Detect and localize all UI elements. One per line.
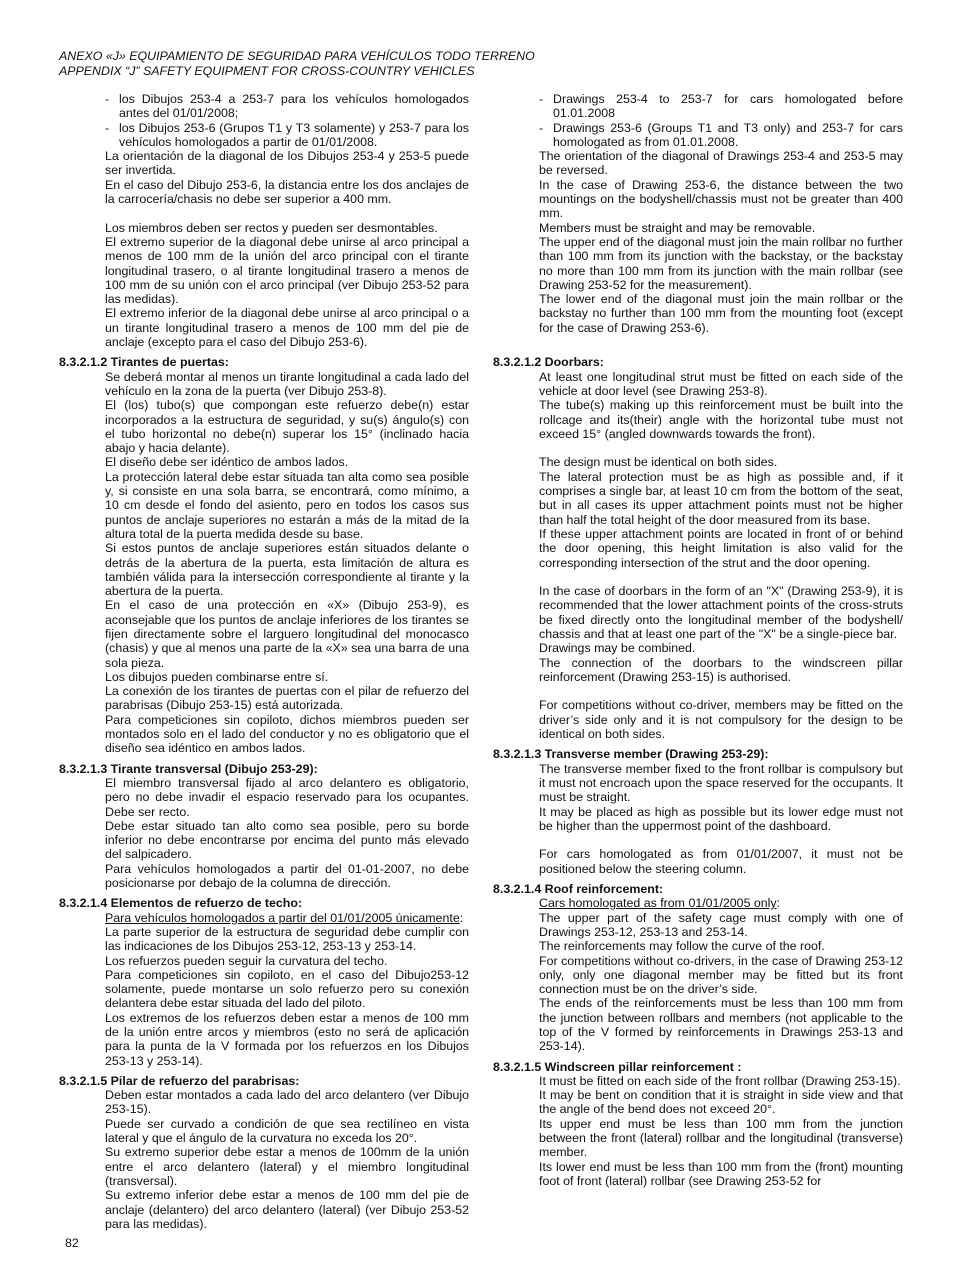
paragraph: Debe estar situado tan alto como sea posible, pero su borde inferior no debe encontrarse por encima del punto más elevado del salpicadero. bbox=[105, 818, 469, 862]
paragraph: The upper part of the safety cage must comply with one of Drawings 253-12, 253-13 and 253-14. bbox=[539, 910, 903, 939]
paragraph: For cars homologated as from 01/01/2007, it must not be positioned below the steering column. bbox=[539, 847, 903, 876]
paragraph: Los extremos de los refuerzos deben estar a menos de 100 mm de la unión entre arcos y miembros (esto no será de aplicación para la punta de la V formada por los refuerzos en los Dibujos 253-13 y 253-14). bbox=[105, 1010, 469, 1068]
paragraph: The upper end of the diagonal must join the main rollbar no further than 100 mm from its junction with the backstay, or the backstay no more than 100 mm from its junction with the main rollbar (see Drawing 253-52 for the measurement). bbox=[539, 234, 903, 292]
list-item: - los Dibujos 253-4 a 253-7 para los vehículos homologados antes del 01/01/2008; bbox=[105, 92, 469, 121]
section-heading: 8.3.2.1.5 Pilar de refuerzo del parabrisas: bbox=[59, 1073, 300, 1088]
paragraph: The transverse member fixed to the front rollbar is compulsory but it must not encroach upon the space reserved for the occupants. It must be straight. bbox=[539, 761, 903, 805]
list-item: - Drawings 253-4 to 253-7 for cars homologated before 01.01.2008 bbox=[539, 92, 903, 121]
paragraph: It may be placed as high as possible but its lower edge must not be higher than the uppermost point of the dashboard. bbox=[539, 804, 903, 833]
paragraph: If these upper attachment points are located in front of or behind the door opening, this height limitation is also valid for the corresponding intersection of the strut and the door opening. bbox=[539, 526, 903, 570]
paragraph: Deben estar montados a cada lado del arco delantero (ver Dibujo 253-15). bbox=[105, 1088, 469, 1117]
spanish-column bbox=[59, 92, 469, 1231]
paragraph: Its upper end must be less than 100 mm from the junction between the front (lateral) rollbar and the longitudinal (transverse) member. bbox=[539, 1116, 903, 1160]
paragraph: Los miembros deben ser rectos y pueden ser desmontables. bbox=[105, 220, 438, 235]
underlined-condition: Cars homologated as from 01/01/2005 only bbox=[539, 896, 777, 911]
bullet-dash: - bbox=[539, 92, 544, 106]
bullet-dash: - bbox=[539, 120, 544, 135]
paragraph: The lower end of the diagonal must join the main rollbar or the backstay no further than 100 mm from the mounting foot (except for the case of Drawing 253-6). bbox=[539, 292, 903, 335]
paragraph: The ends of the reinforcements must be less than 100 mm from the junction between rollbars and members (not applicable to the top of the V formed by reinforcements in Drawings 253-13 and 253-14). bbox=[539, 996, 903, 1054]
paragraph: It must be fitted on each side of the front rollbar (Drawing 253-15). bbox=[539, 1073, 901, 1088]
paragraph: En el caso de una protección en «X» (Dibujo 253-9), es aconsejable que los puntos de anclaje inferiores de los tirantes se fijen directamente sobre el larguero longitudinal del monocasco (chasis) y que al menos una parte de la «X» sea una barra de una sola pieza. bbox=[105, 598, 469, 670]
list-item: - Drawings 253-6 (Groups T1 and T3 only) and 253-7 for cars homologated as from 01.01.2008. bbox=[539, 120, 903, 149]
page-number: 82 bbox=[65, 1236, 79, 1250]
paragraph: La parte superior de la estructura de seguridad debe cumplir con las indicaciones de los Dibujos 253-12, 253-13 y 253-14. bbox=[105, 924, 469, 954]
paragraph: La protección lateral debe estar situada tan alta como sea posible y, si consiste en una sola barra, se encontrará, como mínimo, a 10 cm desde el fondo del asiento, pero en todos los casos sus puntos de anclaje superiores no estarán a más de la mitad de la altura total de la puerta medida desde su base. bbox=[105, 469, 469, 541]
paragraph: Si estos puntos de anclaje superiores están situados delante o detrás de la abertura de la puerta, esta limitación de altura es también válida para la intersección correspondiente al tirante y la abertura de la puerta. bbox=[105, 541, 469, 599]
paragraph: The tube(s) making up this reinforcement must be built into the rollcage and its(their) angle with the horizontal tube must not exceed 15° (angled downwards towards the front). bbox=[539, 398, 903, 441]
paragraph: Members must be straight and may be removable. bbox=[539, 220, 816, 235]
paragraph: Se deberá montar al menos un tirante longitudinal a cada lado del vehículo en la zona de la puerta (ver Dibujo 253-8). bbox=[105, 369, 469, 398]
paragraph: For competitions without co-drivers, in the case of Drawing 253-12 only, only one diagonal member may be fitted but its front connection must be on the driver’s side. bbox=[539, 953, 903, 997]
paragraph: El diseño debe ser idéntico de ambos lados. bbox=[105, 455, 349, 470]
paragraph: Para competiciones sin copiloto, dichos miembros pueden ser montados solo en el lado del conductor y no es obligatorio que el diseño sea idéntico en ambos lados. bbox=[105, 712, 469, 756]
paragraph: Para competiciones sin copiloto, en el caso del Dibujo253-12 solamente, puede montarse un solo refuerzo pero su conexión delantera debe estar situada del lado del piloto. bbox=[105, 967, 469, 1011]
paragraph: Su extremo superior debe estar a menos de 100mm de la unión entre el arco delantero (lateral) y el miembro longitudinal (transversal). bbox=[105, 1145, 469, 1188]
section-heading: 8.3.2.1.4 Elementos de refuerzo de techo: bbox=[59, 896, 303, 911]
paragraph: La conexión de los tirantes de puertas con el pilar de refuerzo del parabrisas (Dibujo 253-15) está autorizada. bbox=[105, 684, 469, 713]
section-heading: 8.3.2.1.3 Transverse member (Drawing 253-29): bbox=[493, 747, 769, 762]
paragraph: En el caso del Dibujo 253-6, la distancia entre los dos anclajes de la carrocería/chasis no debe ser superior a 400 mm. bbox=[105, 177, 469, 207]
section-heading: 8.3.2.1.5 Windscreen pillar reinforcement : bbox=[493, 1059, 742, 1074]
paragraph: The design must be identical on both sides. bbox=[539, 455, 778, 470]
header-spanish: ANEXO «J» EQUIPAMIENTO DE SEGURIDAD PARA VEHÍCULOS TODO TERRENO bbox=[59, 49, 535, 63]
paragraph: Drawings may be combined. bbox=[539, 641, 696, 656]
section-heading: 8.3.2.1.4 Roof reinforcement: bbox=[493, 882, 664, 897]
paragraph: El extremo inferior de la diagonal debe unirse al arco principal o a un tirante longitudinal trasero a menos de 100 mm del pie de anclaje (excepto para el caso del Dibujo 253-6). bbox=[105, 306, 469, 350]
paragraph: In the case of Drawing 253-6, the distance between the two mountings on the bodyshell/chassis must not be greater than 400 mm. bbox=[539, 177, 903, 221]
section-heading: 8.3.2.1.3 Tirante transversal (Dibujo 253-29): bbox=[59, 761, 318, 776]
paragraph: Para vehículos homologados a partir del 01/01/2005 únicamente: bbox=[105, 910, 464, 925]
paragraph: For competitions without co-driver, members may be fitted on the driver’s side only and it is not compulsory for the design to be identical on both sides. bbox=[539, 698, 903, 742]
paragraph: La orientación de la diagonal de los Dibujos 253-4 y 253-5 puede ser invertida. bbox=[105, 149, 469, 178]
paragraph: Los dibujos pueden combinarse entre sí. bbox=[105, 669, 329, 684]
page-header bbox=[59, 49, 535, 79]
paragraph: Los refuerzos pueden seguir la curvatura del techo. bbox=[105, 953, 388, 968]
paragraph: Its lower end must be less than 100 mm from the (front) mounting foot of front (lateral) rollbar (see Drawing 253-52 for bbox=[539, 1159, 903, 1188]
paragraph: Puede ser curvado a condición de que sea rectilíneo en vista lateral y que el ángulo de la curvatura no exceda los 20°. bbox=[105, 1116, 469, 1146]
paragraph: Su extremo inferior debe estar a menos de 100 mm del pie de anclaje (delantero) del arco delantero (lateral) (ver Dibujo 253-52 para las medidas). bbox=[105, 1188, 469, 1231]
paragraph: Para vehículos homologados a partir del 01-01-2007, no debe posicionarse por debajo de la columna de dirección. bbox=[105, 861, 469, 891]
list-item: - los Dibujos 253-6 (Grupos T1 y T3 solamente) y 253-7 para los vehículos homologados a partir de 01/01/2008. bbox=[105, 120, 469, 149]
paragraph: Cars homologated as from 01/01/2005 only: bbox=[539, 896, 781, 911]
paragraph: In the case of doorbars in the form of an "X" (Drawing 253-9), it is recommended that the lower attachment points of the cross-struts be fixed directly onto the longitudinal member of the bodyshell/ chassis and that at least one part of the "X" be a single-piece bar. bbox=[539, 584, 903, 641]
paragraph: The connection of the doorbars to the windscreen pillar reinforcement (Drawing 253-15) is authorised. bbox=[539, 655, 903, 684]
underlined-condition: Para vehículos homologados a partir del 01/01/2005 únicamente bbox=[105, 910, 460, 925]
section-heading: 8.3.2.1.2 Doorbars: bbox=[493, 355, 604, 370]
paragraph: At least one longitudinal strut must be fitted on each side of the vehicle at door level (see Drawing 253-8). bbox=[539, 369, 903, 398]
paragraph: El (los) tubo(s) que compongan este refuerzo debe(n) estar incorporados a la estructura de seguridad, y su(s) ángulo(s) con el tubo horizontal no debe(n) superar los 15° (inclinado hacia abajo y hacia delante). bbox=[105, 398, 469, 456]
english-column bbox=[493, 92, 903, 1188]
bullet-dash: - bbox=[105, 92, 110, 106]
paragraph: The reinforcements may follow the curve of the roof. bbox=[539, 939, 825, 954]
header-english: APPENDIX “J” SAFETY EQUIPMENT FOR CROSS-COUNTRY VEHICLES bbox=[59, 64, 475, 78]
paragraph: The lateral protection must be as high as possible and, if it comprises a single bar, at least 10 cm from the bottom of the seat, but in all cases its upper attachment points must not be higher than half the total height of the door measured from its base. bbox=[539, 469, 903, 527]
paragraph: The orientation of the diagonal of Drawings 253-4 and 253-5 may be reversed. bbox=[539, 149, 903, 178]
paragraph: El extremo superior de la diagonal debe unirse al arco principal a menos de 100 mm de la unión del arco principal con el tirante longitudinal trasero, o al tirante longitudinal trasero a menos de 100 mm de su unión con el arco principal (ver Dibujo 253-52 para las medidas). bbox=[105, 234, 469, 307]
paragraph: It may be bent on condition that it is straight in side view and that the angle of the bend does not exceed 20°. bbox=[539, 1088, 903, 1117]
bullet-dash: - bbox=[105, 120, 110, 135]
paragraph: El miembro transversal fijado al arco delantero es obligatorio, pero no debe invadir el espacio reservado para los ocupantes. Debe ser recto. bbox=[105, 775, 469, 819]
section-heading: 8.3.2.1.2 Tirantes de puertas: bbox=[59, 355, 229, 370]
